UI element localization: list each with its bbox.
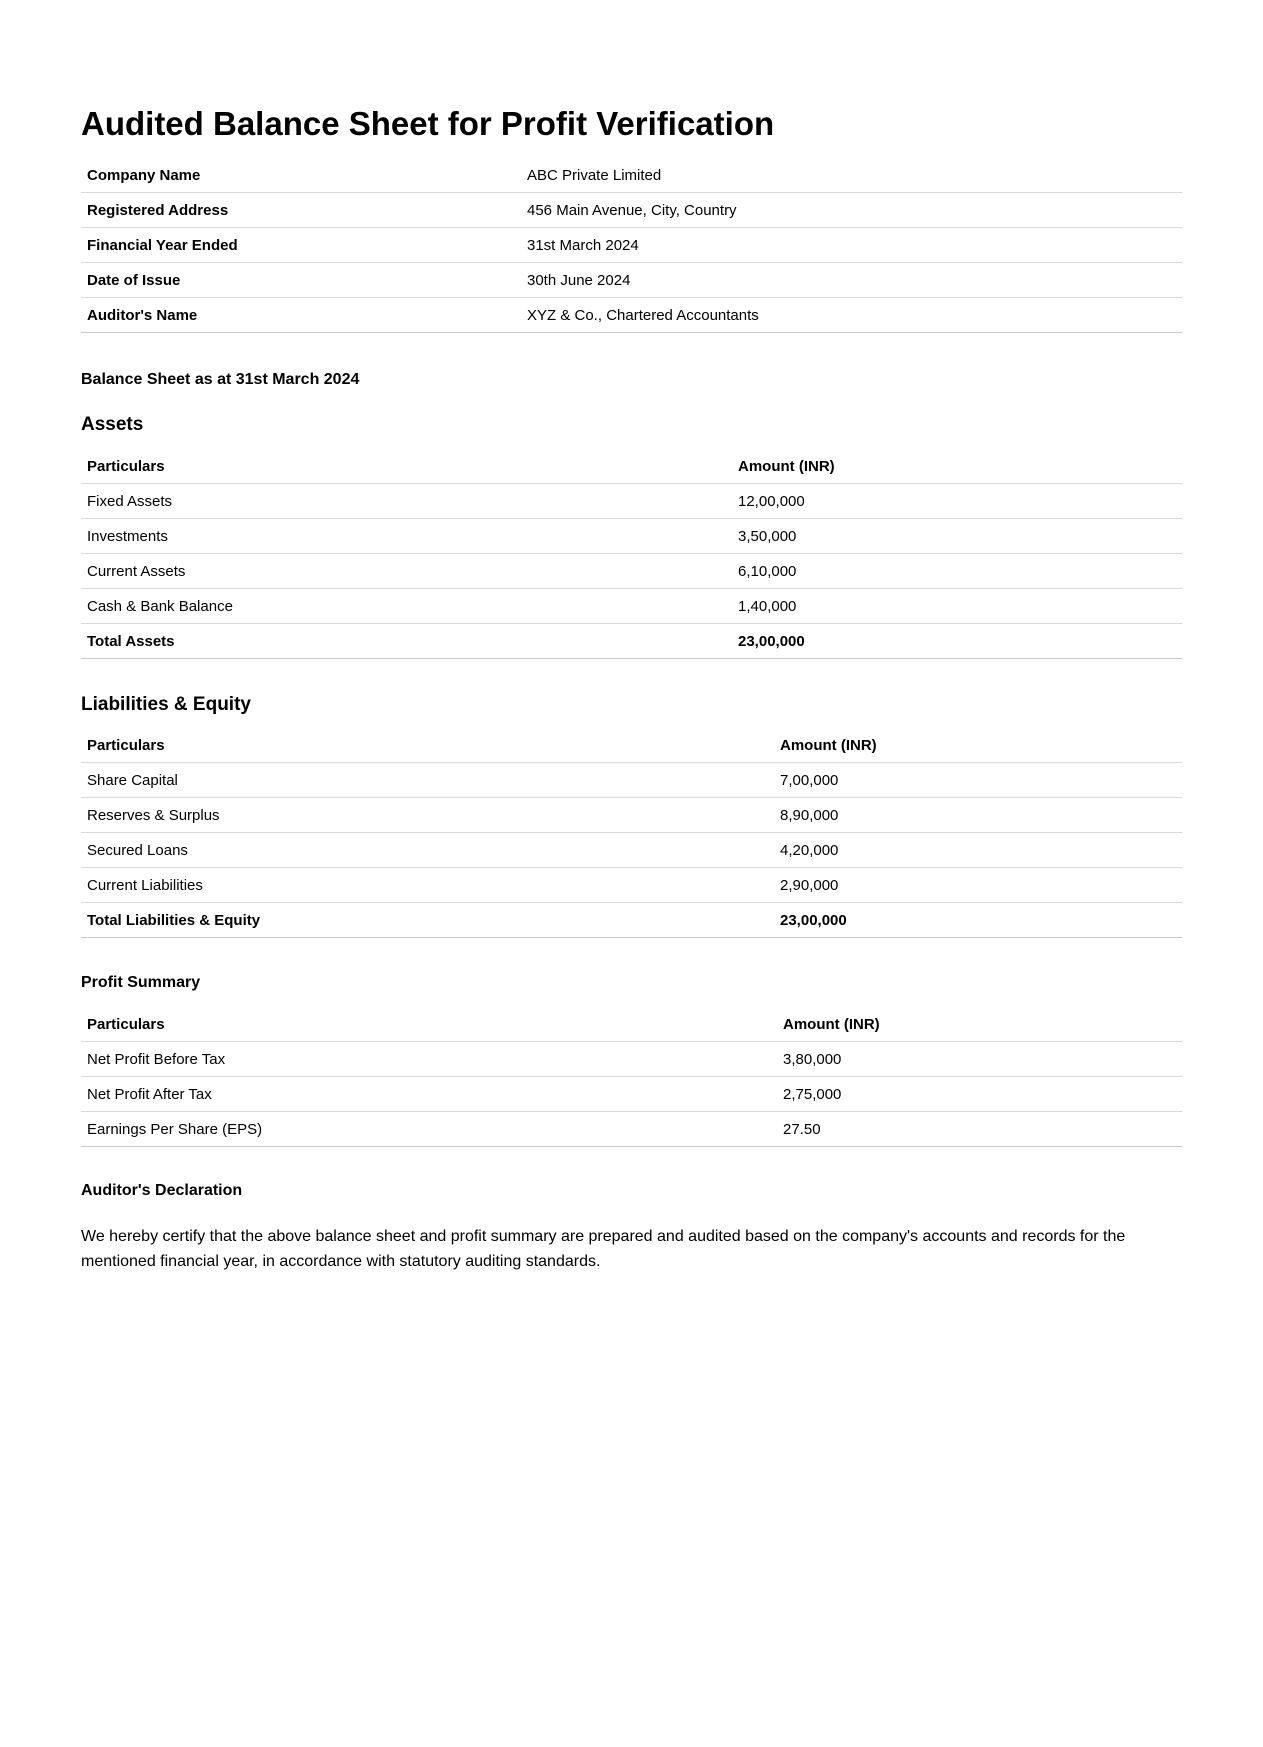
amount-cell: 4,20,000	[774, 833, 1182, 868]
auditor-declaration-text: We hereby certify that the above balance sheet and profit summary are prepared and audited based on the company's accounts and records for the mentioned financial year, in accordance with statutory auditing standards.	[81, 1228, 1126, 1270]
table-row	[81, 763, 1182, 798]
page-title: Audited Balance Sheet for Profit Verification	[81, 105, 775, 142]
total-label: Total Liabilities & Equity	[81, 903, 774, 938]
particular-cell: Fixed Assets	[81, 484, 732, 519]
particular-cell: Current Assets	[81, 554, 732, 589]
auditor-name-value: XYZ & Co., Chartered Accountants	[521, 298, 1182, 333]
profit-summary-table	[81, 1007, 1182, 1147]
table-row	[81, 1112, 1182, 1147]
particular-cell: Secured Loans	[81, 833, 774, 868]
financial-year-value: 31st March 2024	[521, 228, 1182, 263]
total-row	[81, 903, 1182, 938]
date-of-issue-label: Date of Issue	[81, 263, 521, 298]
table-row	[81, 554, 1182, 589]
table-row	[81, 484, 1182, 519]
particular-cell: Net Profit After Tax	[81, 1077, 777, 1112]
financial-year-label: Financial Year Ended	[81, 228, 521, 263]
amount-cell: 6,10,000	[732, 554, 1182, 589]
balance-sheet-heading: Balance Sheet as at 31st March 2024	[81, 371, 360, 388]
column-header-particulars: Particulars	[81, 449, 732, 484]
table-header-row	[81, 1007, 1182, 1042]
column-header-amount: Amount (INR)	[774, 728, 1182, 763]
particular-cell: Reserves & Surplus	[81, 798, 774, 833]
table-row	[81, 158, 1182, 193]
table-header-row	[81, 728, 1182, 763]
company-name-value: ABC Private Limited	[521, 158, 1182, 193]
table-row	[81, 868, 1182, 903]
amount-cell: 2,75,000	[777, 1077, 1182, 1112]
registered-address-label: Registered Address	[81, 193, 521, 228]
amount-cell: 1,40,000	[732, 589, 1182, 624]
liabilities-heading: Liabilities & Equity	[81, 694, 251, 715]
amount-cell: 2,90,000	[774, 868, 1182, 903]
auditor-declaration-heading: Auditor's Declaration	[81, 1182, 243, 1199]
auditor-name-label: Auditor's Name	[81, 298, 521, 333]
date-of-issue-value: 30th June 2024	[521, 263, 1182, 298]
total-label: Total Assets	[81, 624, 732, 659]
amount-cell: 3,50,000	[732, 519, 1182, 554]
table-row	[81, 833, 1182, 868]
registered-address-value: 456 Main Avenue, City, Country	[521, 193, 1182, 228]
assets-table	[81, 449, 1182, 659]
table-row	[81, 1042, 1182, 1077]
profit-summary-heading: Profit Summary	[81, 974, 201, 991]
liabilities-table	[81, 728, 1182, 938]
column-header-amount: Amount (INR)	[732, 449, 1182, 484]
total-row	[81, 624, 1182, 659]
table-row	[81, 298, 1182, 333]
amount-cell: 8,90,000	[774, 798, 1182, 833]
table-header-row	[81, 449, 1182, 484]
company-name-label: Company Name	[81, 158, 521, 193]
column-header-particulars: Particulars	[81, 1007, 777, 1042]
table-row	[81, 798, 1182, 833]
particular-cell: Share Capital	[81, 763, 774, 798]
particular-cell: Investments	[81, 519, 732, 554]
table-row	[81, 263, 1182, 298]
particular-cell: Cash & Bank Balance	[81, 589, 732, 624]
table-row	[81, 519, 1182, 554]
total-amount: 23,00,000	[774, 903, 1182, 938]
table-row	[81, 228, 1182, 263]
particular-cell: Earnings Per Share (EPS)	[81, 1112, 777, 1147]
amount-cell: 12,00,000	[732, 484, 1182, 519]
company-info-table	[81, 158, 1182, 333]
table-row	[81, 1077, 1182, 1112]
assets-heading: Assets	[81, 414, 144, 435]
column-header-amount: Amount (INR)	[777, 1007, 1182, 1042]
amount-cell: 3,80,000	[777, 1042, 1182, 1077]
table-row	[81, 589, 1182, 624]
amount-cell: 7,00,000	[774, 763, 1182, 798]
amount-cell: 27.50	[777, 1112, 1182, 1147]
column-header-particulars: Particulars	[81, 728, 774, 763]
table-row	[81, 193, 1182, 228]
particular-cell: Current Liabilities	[81, 868, 774, 903]
particular-cell: Net Profit Before Tax	[81, 1042, 777, 1077]
total-amount: 23,00,000	[732, 624, 1182, 659]
